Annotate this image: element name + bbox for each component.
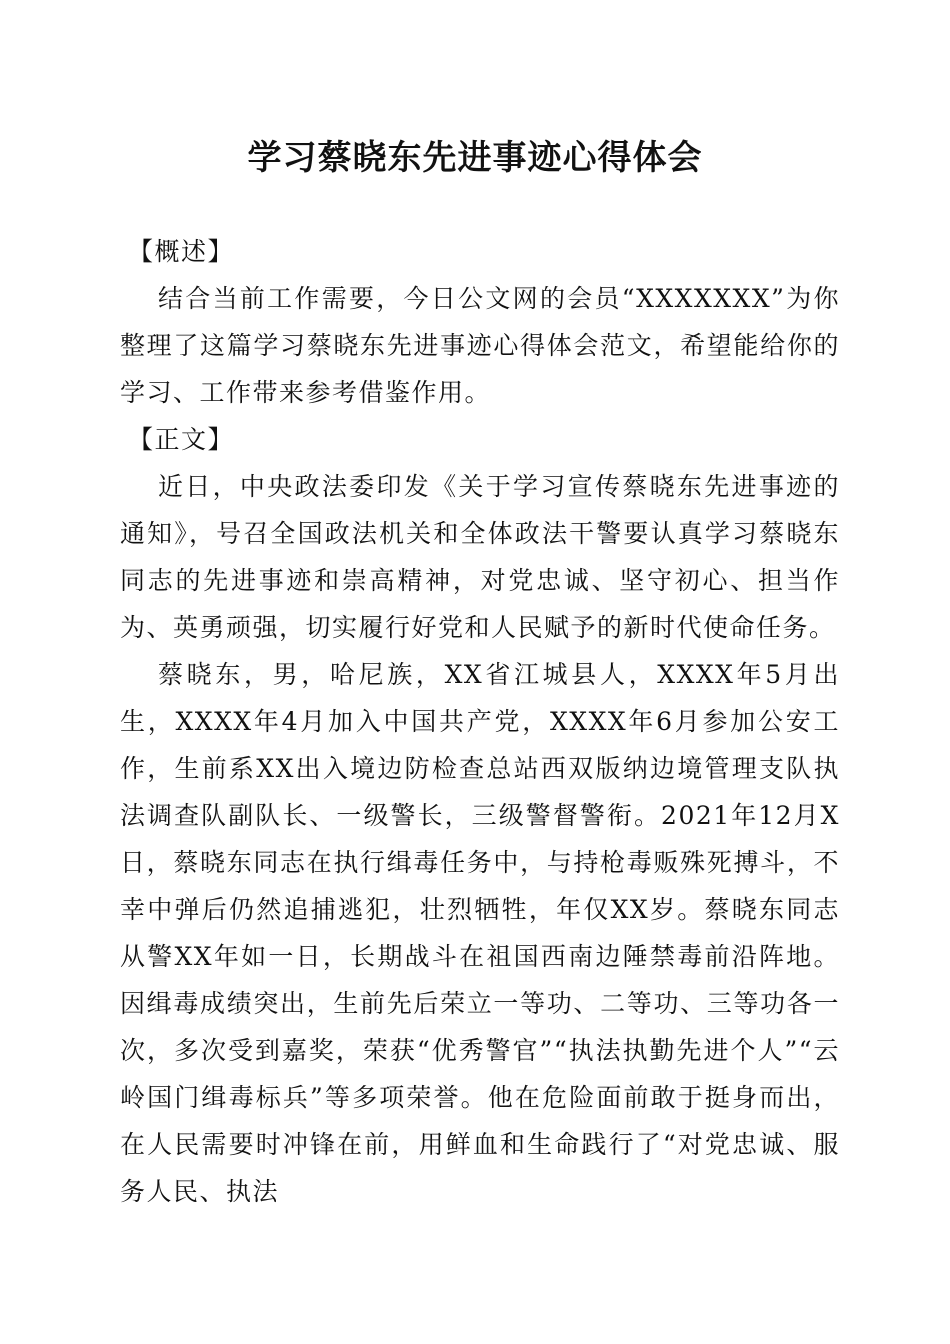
overview-paragraph: 结合当前工作需要，今日公文网的会员“XXXXXXX”为你整理了这篇学习蔡晓东先进事迹心得体会范文，希望能给你的学习、工作带来参考借鉴作用。 xyxy=(120,284,840,407)
overview-heading: 【概述】 xyxy=(128,237,235,266)
document-title: 学习蔡晓东先进事迹心得体会 xyxy=(247,138,703,178)
document-body xyxy=(120,228,840,1215)
body-heading: 【正文】 xyxy=(128,425,235,454)
body-paragraph-2: 蔡晓东，男，哈尼族，XX省江城县人，XXXX年5月出生，XXXX年4月加入中国共产党，XXXX年6月参加公安工作，生前系XX出入境边防检查总站西双版纳边境管理支队执法调查队副队长、一级警长，三级警督警衔。2021年12月X日，蔡晓东同志在执行缉毒任务中，与持枪毒贩殊死搏斗，不幸中弹后仍然追捕逃犯，壮烈牺牲，年仅XX岁。蔡晓东同志从警XX年如一日，长期战斗在祖国西南边陲禁毒前沿阵地。因缉毒成绩突出，生前先后荣立一等功、二等功、三等功各一次，多次受到嘉奖，荣获“优秀警官”“执法执勤先进个人”“云岭国门缉毒标兵”等多项荣誉。他在危险面前敢于挺身而出，在人民需要时冲锋在前，用鲜血和生命践行了“对党忠诚、服务人民、执法 xyxy=(120,660,840,1206)
body-paragraph-1: 近日，中央政法委印发《关于学习宣传蔡晓东先进事迹的通知》，号召全国政法机关和全体政法干警要认真学习蔡晓东同志的先进事迹和崇高精神，对党忠诚、坚守初心、担当作为、英勇顽强，切实履行好党和人民赋予的新时代使命任务。 xyxy=(120,472,840,642)
